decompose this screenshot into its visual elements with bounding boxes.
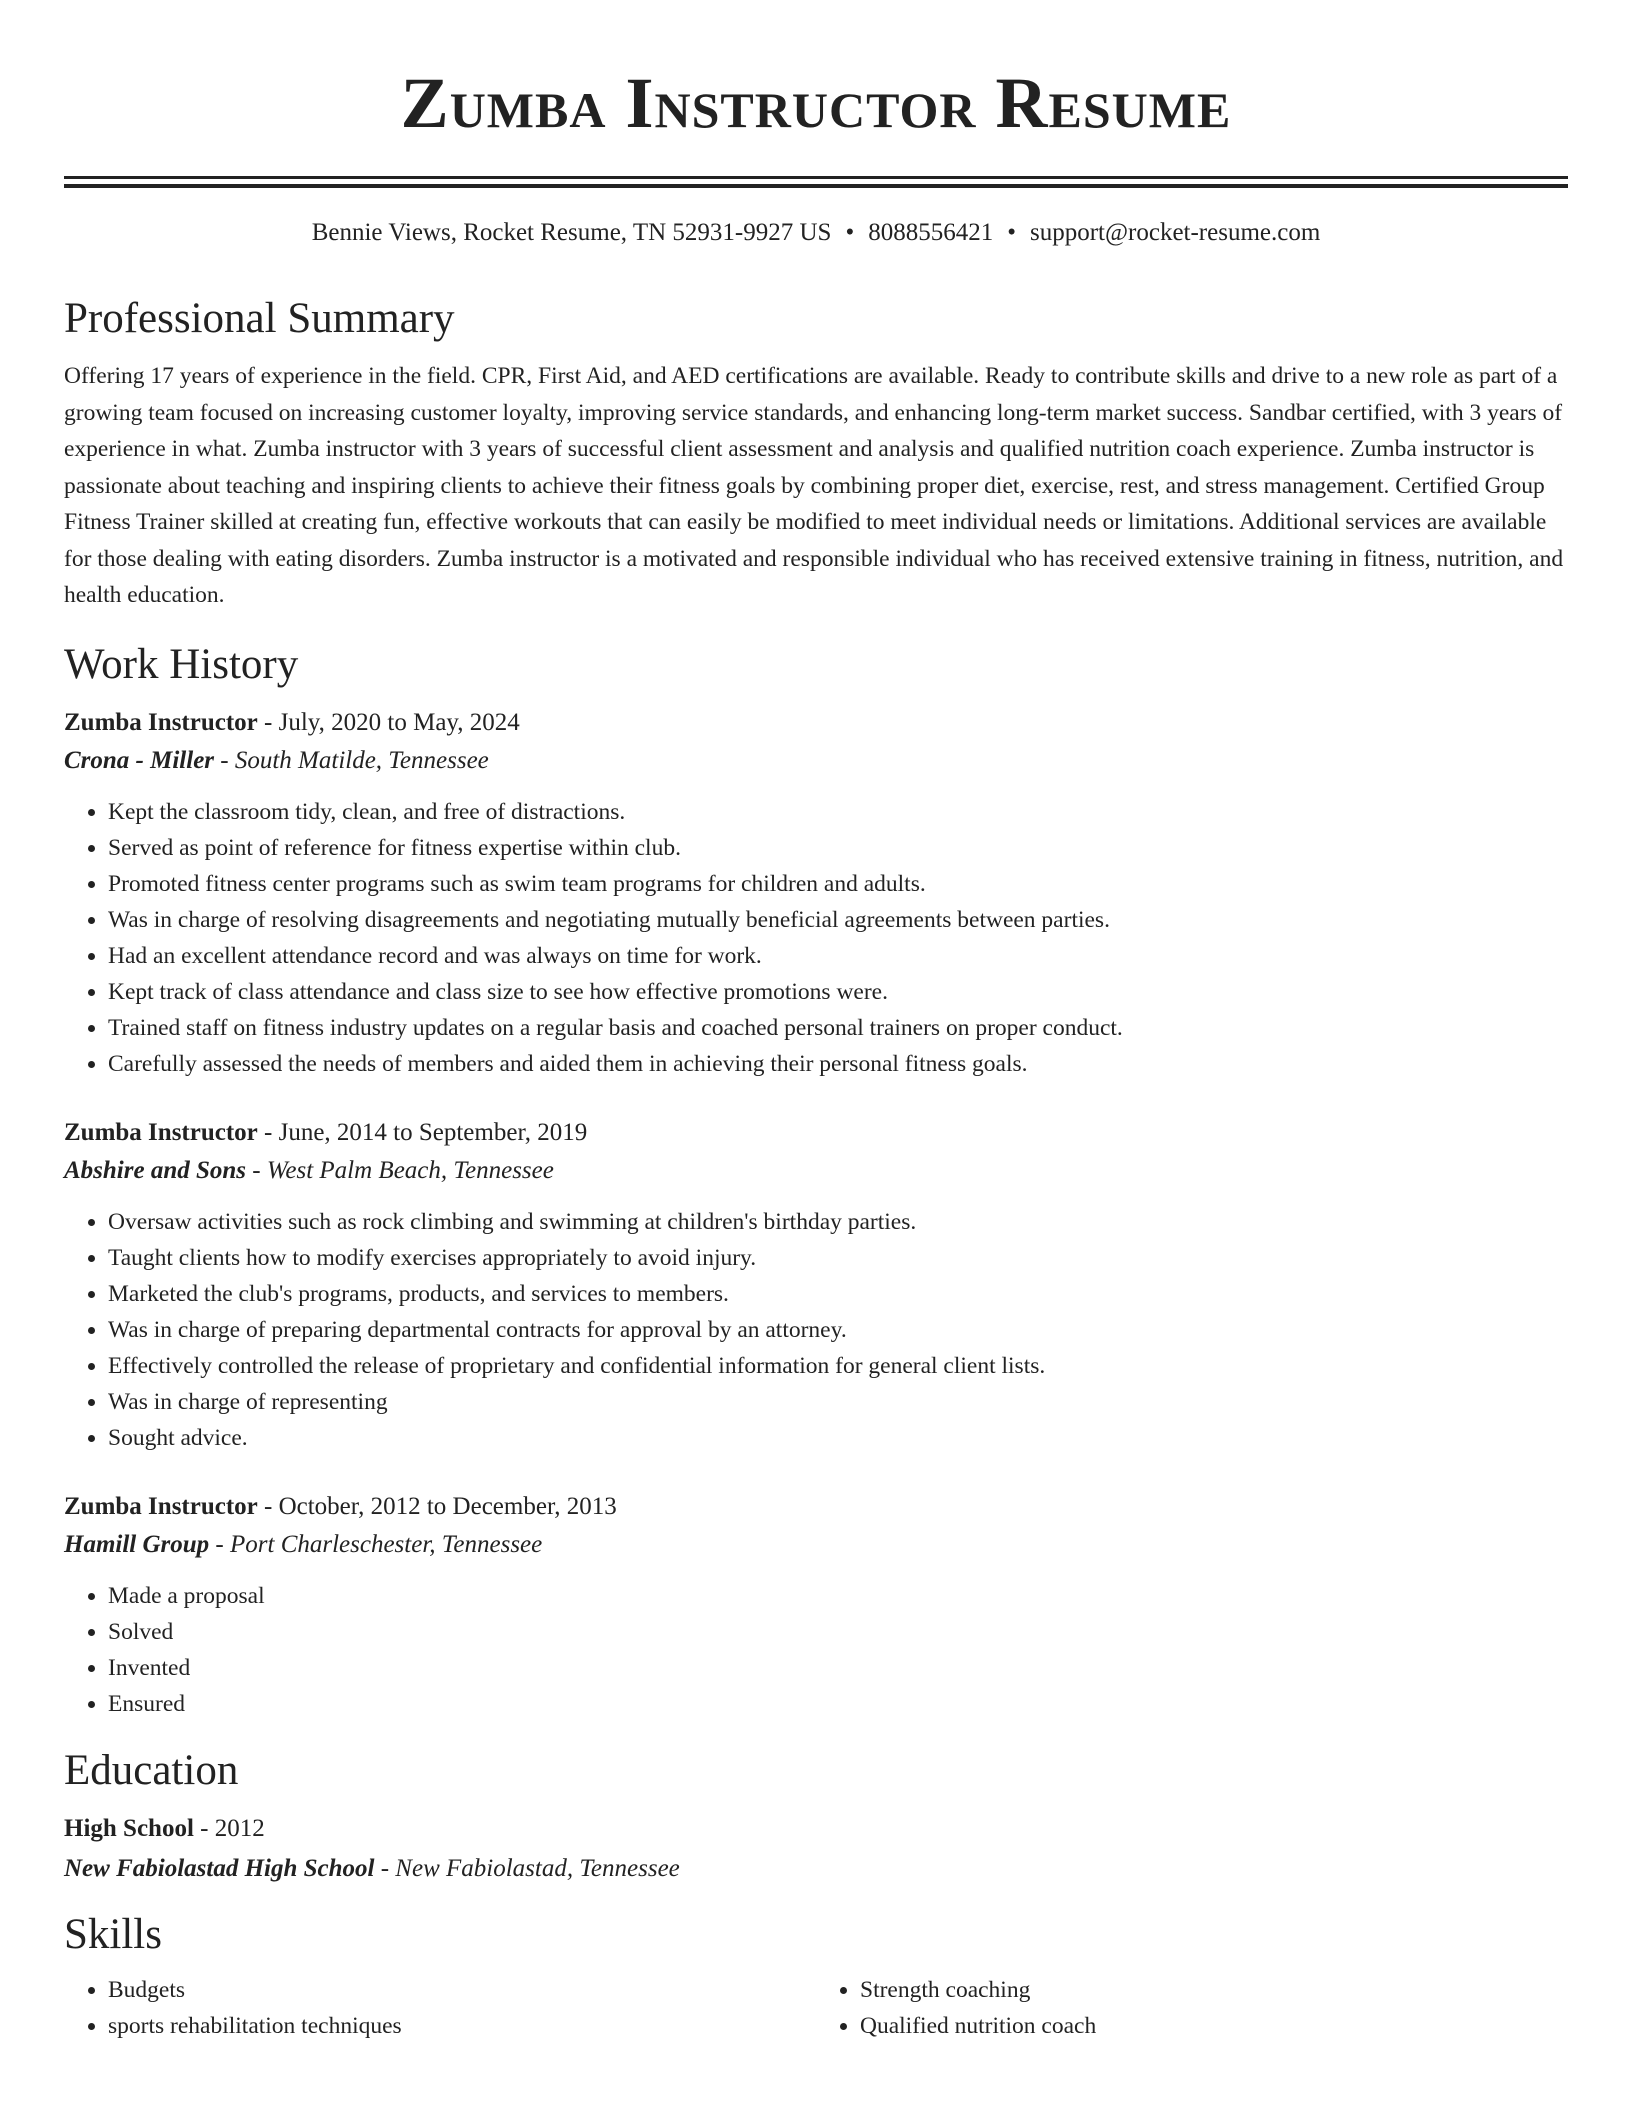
job-duties-list: [64, 1578, 1568, 1722]
resume-title: Zumba Instructor Resume: [400, 63, 1232, 143]
contact-separator: •: [1007, 219, 1016, 246]
list-item: • Was in charge of preparing departmental contracts for approval by an attorney.: [108, 1312, 1568, 1348]
list-item: • Invented: [108, 1650, 1568, 1686]
job-title-line: [64, 704, 1568, 742]
contact-phone: 8088556421: [868, 219, 994, 246]
job-title: Zumba Instructor: [64, 1492, 258, 1520]
job-company: Crona - Miller: [64, 746, 215, 774]
job-location: - South Matilde, Tennessee: [214, 746, 489, 774]
job-entry: [64, 1488, 1568, 1722]
skill-item: • Qualified nutrition coach: [860, 2008, 1568, 2044]
skills-grid: [64, 1972, 1568, 2044]
job-title-line: [64, 1114, 1568, 1152]
list-item: • Oversaw activities such as rock climbing and swimming at children's birthday parties.: [108, 1204, 1568, 1240]
education-location: - New Fabiolastad, Tennessee: [374, 1854, 680, 1882]
job-title: Zumba Instructor: [64, 708, 258, 736]
job-location: - Port Charleschester, Tennessee: [209, 1530, 543, 1558]
job-company-line: [64, 1526, 1568, 1564]
contact-separator: •: [845, 219, 855, 246]
job-dates: - October, 2012 to December, 2013: [257, 1492, 617, 1520]
education-degree: High School: [64, 1814, 194, 1842]
job-entry: [64, 1114, 1568, 1456]
skills-list-right: [816, 1972, 1568, 2044]
list-item: • Served as point of reference for fitness expertise within club.: [108, 830, 1568, 866]
skill-item: • sports rehabilitation techniques: [108, 2008, 816, 2044]
list-item: • Effectively controlled the release of proprietary and confidential information for general client lists.: [108, 1348, 1568, 1384]
contact-address: Bennie Views, Rocket Resume, TN 52931-9927 US: [311, 219, 832, 246]
contact-line: [64, 216, 1568, 250]
list-item: • Sought advice.: [108, 1420, 1568, 1456]
job-duties-list: [64, 794, 1568, 1082]
job-duties-list: [64, 1204, 1568, 1456]
skills-heading: Skills: [64, 1910, 162, 1958]
skills-list-left: [64, 1972, 816, 2044]
skill-item: • Strength coaching: [860, 1972, 1568, 2008]
list-item: • Marketed the club's programs, products, and services to members.: [108, 1276, 1568, 1312]
title-divider: [64, 176, 1568, 188]
job-title-line: [64, 1488, 1568, 1526]
job-title: Zumba Instructor: [64, 1118, 258, 1146]
summary-text: Offering 17 years of experience in the field. CPR, First Aid, and AED certifications are available. Ready to contribute skills and drive to a new role as part of a growing team focused on increasing customer loyalty, improving service standards, and enhancing long-term market success. Sandbar certified, with 3 years of experience in what. Zumba instructor with 3 years of successful client assessment and analysis and qualified nutrition coach experience. Zumba instructor is passionate about teaching and inspiring clients to achieve their fitness goals by combining proper diet, exercise, rest, and stress management. Certified Group Fitness Trainer skilled at creating fun, effective workouts that can easily be modified to meet individual needs or limitations. Additional services are available for those dealing with eating disorders. Zumba instructor is a motivated and responsible individual who has received extensive training in fitness, nutrition, and health education.: [64, 363, 1564, 608]
job-location: - West Palm Beach, Tennessee: [246, 1156, 554, 1184]
job-company-line: [64, 1152, 1568, 1190]
list-item: • Solved: [108, 1614, 1568, 1650]
skill-item: • Budgets: [108, 1972, 816, 2008]
list-item: • Taught clients how to modify exercises appropriately to avoid injury.: [108, 1240, 1568, 1276]
summary-heading: Professional Summary: [64, 295, 455, 342]
education-school-line: [64, 1850, 1568, 1888]
list-item: • Promoted fitness center programs such as swim team programs for children and adults.: [108, 866, 1568, 902]
job-entry: [64, 704, 1568, 1082]
job-dates: - June, 2014 to September, 2019: [257, 1118, 588, 1146]
list-item: • Carefully assessed the needs of members and aided them in achieving their personal fitness goals.: [108, 1046, 1568, 1082]
job-company: Hamill Group: [64, 1530, 210, 1558]
education-heading: Education: [64, 1746, 239, 1794]
education-year: - 2012: [193, 1814, 265, 1842]
list-item: • Ensured: [108, 1686, 1568, 1722]
list-item: • Made a proposal: [108, 1578, 1568, 1614]
work-history-heading: Work History: [64, 640, 299, 688]
job-dates: - July, 2020 to May, 2024: [257, 708, 520, 736]
list-item: • Was in charge of representing: [108, 1384, 1568, 1420]
list-item: • Kept track of class attendance and class size to see how effective promotions were.: [108, 974, 1568, 1010]
education-entry: [64, 1810, 1568, 1888]
list-item: • Was in charge of resolving disagreements and negotiating mutually beneficial agreements between parties.: [108, 902, 1568, 938]
contact-email: support@rocket-resume.com: [1030, 219, 1321, 246]
education-school: New Fabiolastad High School: [64, 1854, 375, 1882]
job-company-line: [64, 742, 1568, 780]
job-company: Abshire and Sons: [64, 1156, 247, 1184]
education-degree-line: [64, 1810, 1568, 1848]
list-item: • Had an excellent attendance record and was always on time for work.: [108, 938, 1568, 974]
list-item: • Trained staff on fitness industry updates on a regular basis and coached personal trainers on proper conduct.: [108, 1010, 1568, 1046]
list-item: • Kept the classroom tidy, clean, and free of distractions.: [108, 794, 1568, 830]
